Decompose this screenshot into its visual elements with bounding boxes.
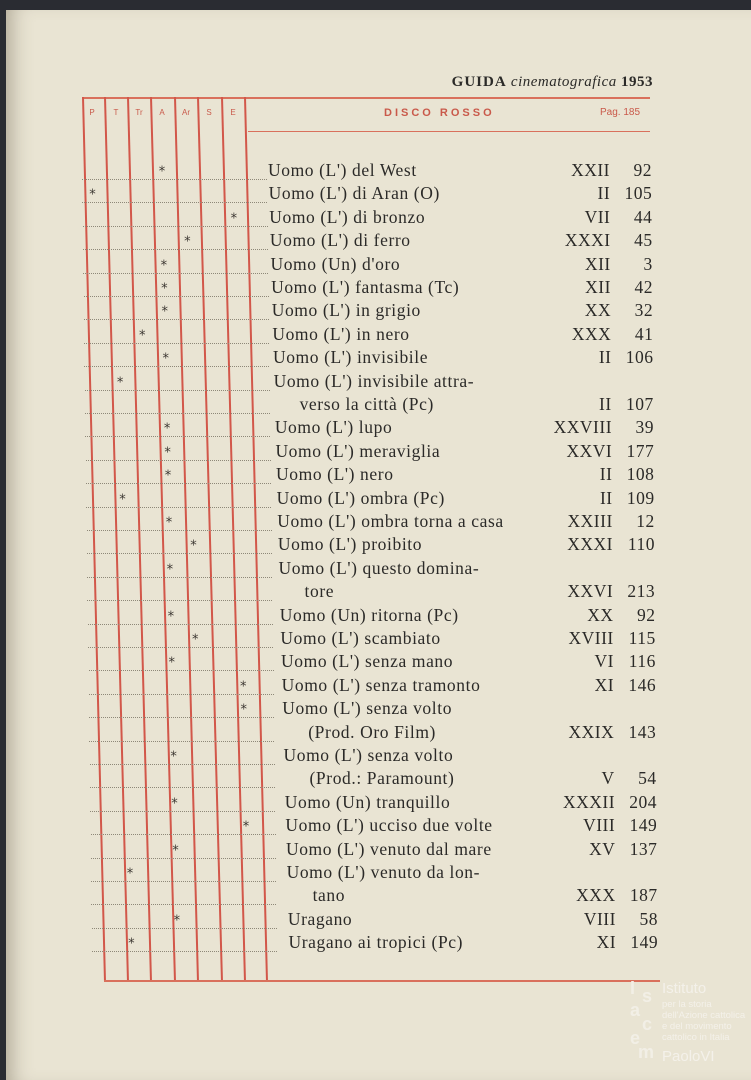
film-title: Uomo (L') in grigio — [271, 300, 421, 321]
column-header: A — [159, 108, 165, 117]
table-page-number: Pag. 185 — [600, 107, 641, 118]
volume-page-reference — [597, 932, 658, 953]
volume-page-reference — [567, 534, 655, 555]
header-year: 1953 — [621, 74, 653, 90]
volume-number: XI — [594, 674, 615, 695]
page-number: 187 — [629, 885, 658, 906]
dotted-leader — [87, 600, 272, 601]
watermark-line: per la storia — [662, 999, 712, 1010]
watermark-title: Istituto — [662, 980, 707, 997]
dotted-leader — [89, 741, 274, 742]
watermark-letter: I — [630, 978, 636, 998]
film-title-continuation: (Prod.: Paramount) — [309, 768, 455, 789]
watermark-line: e del movimento — [662, 1021, 732, 1032]
column-header: Ar — [182, 108, 190, 117]
page-number: 32 — [634, 300, 654, 321]
dotted-leader — [84, 296, 269, 297]
page-number: 41 — [634, 323, 654, 344]
film-title: Uomo (Un) ritorna (Pc) — [279, 604, 459, 625]
film-title: Uomo (L') venuto da lon- — [286, 862, 481, 882]
volume-page-reference — [569, 722, 657, 743]
volume-number: VI — [594, 651, 614, 672]
column-header: Tr — [135, 108, 143, 117]
dotted-leader — [87, 577, 272, 578]
rating-asterisk: * — [240, 702, 247, 718]
dotted-leader — [88, 624, 273, 625]
film-title: Uomo (L') di bronzo — [269, 206, 426, 227]
volume-number: VIII — [583, 815, 616, 836]
rating-asterisk: * — [190, 538, 197, 554]
rating-asterisk: * — [192, 632, 199, 648]
page-number: 109 — [626, 487, 655, 508]
rating-asterisk: * — [139, 328, 146, 344]
volume-number: XXX — [571, 323, 612, 344]
film-title: Uomo (L') fantasma (Tc) — [271, 277, 460, 297]
film-title: Uomo (L') nero — [276, 464, 394, 485]
volume-page-reference — [585, 207, 653, 228]
page-number: 204 — [629, 791, 658, 812]
page-number: 213 — [627, 581, 656, 602]
volume-number: XXIII — [567, 511, 613, 531]
volume-number: XXVI — [566, 440, 613, 461]
volume-page-reference — [585, 254, 653, 275]
film-title: Uomo (L') scambiato — [280, 628, 441, 648]
film-title: Uomo (L') senza volto — [283, 745, 454, 765]
header-cinematografica: cinematografica — [510, 74, 617, 90]
rating-asterisk: * — [119, 492, 126, 508]
rating-asterisk: * — [168, 655, 175, 671]
rating-asterisk: * — [170, 749, 177, 765]
dotted-leader — [89, 717, 274, 718]
film-title: Uomo (Un) tranquillo — [284, 791, 451, 812]
volume-page-reference — [599, 347, 654, 368]
dotted-leader — [89, 670, 274, 671]
volume-number: XXXII — [562, 791, 616, 812]
volume-page-reference — [583, 815, 657, 836]
table-header-rule — [248, 131, 650, 132]
rating-asterisk: * — [230, 211, 238, 227]
page-number: 39 — [635, 417, 655, 438]
volume-page-reference — [587, 605, 655, 626]
film-title: Uomo (L') lupo — [274, 417, 393, 438]
rating-asterisk: * — [89, 187, 96, 203]
film-title: Uomo (L') di ferro — [269, 230, 411, 251]
dotted-leader — [91, 834, 276, 835]
rating-asterisk: * — [172, 843, 179, 859]
rating-asterisk: * — [239, 679, 247, 695]
rating-asterisk: * — [164, 445, 171, 461]
watermark-line: dell'Azione cattolica — [662, 1010, 746, 1021]
volume-page-reference — [584, 909, 658, 930]
rating-asterisk: * — [161, 281, 168, 297]
page-number: 3 — [643, 253, 653, 274]
film-title: Uomo (L') senza tramonto — [281, 674, 481, 695]
volume-page-reference — [599, 394, 654, 415]
column-header: S — [206, 108, 212, 117]
volume-page-reference — [568, 511, 655, 532]
watermark-line: cattolico in Italia — [662, 1032, 730, 1043]
volume-page-reference — [563, 792, 657, 813]
rating-asterisk: * — [163, 421, 171, 437]
rating-asterisk: * — [158, 164, 166, 180]
page-number: 106 — [625, 347, 654, 368]
table-title: DISCO ROSSO — [384, 107, 495, 119]
rating-asterisk: * — [116, 375, 124, 391]
volume-number: XII — [584, 253, 611, 274]
header-guida: GUIDA — [451, 74, 507, 90]
dotted-leader — [89, 694, 274, 695]
dotted-leader — [92, 928, 277, 929]
film-title: Uomo (L') proibito — [277, 534, 423, 555]
film-title: Uomo (L') in nero — [272, 323, 410, 344]
volume-page-reference — [600, 464, 655, 485]
dotted-leader — [86, 460, 271, 461]
dotted-leader — [84, 366, 269, 367]
film-title: Uomo (L') ucciso due volte — [285, 815, 493, 836]
page-number: 116 — [628, 651, 656, 672]
dotted-leader — [86, 507, 271, 508]
table-top-rule — [82, 97, 650, 99]
dotted-leader — [82, 202, 267, 203]
volume-page-reference — [565, 230, 653, 251]
page-number: 92 — [633, 160, 652, 180]
dotted-leader — [84, 343, 269, 344]
page-number: 149 — [630, 932, 659, 953]
volume-number: XXVIII — [553, 417, 613, 438]
volume-page-reference — [594, 651, 655, 672]
dotted-leader — [84, 319, 269, 320]
volume-page-reference — [598, 183, 653, 204]
page-number: 137 — [629, 838, 658, 859]
film-title-continuation: tano — [312, 885, 346, 906]
volume-page-reference — [585, 277, 653, 298]
volume-number: XII — [585, 277, 611, 297]
volume-page-reference — [572, 324, 653, 345]
volume-number: II — [599, 487, 613, 508]
volume-page-reference — [576, 885, 657, 906]
film-title: Uomo (L') meraviglia — [275, 440, 441, 461]
volume-number: XI — [596, 932, 617, 953]
dotted-leader — [83, 273, 268, 274]
column-header: E — [230, 108, 236, 117]
column-header: P — [89, 108, 95, 117]
watermark-paolo: PaoloVI — [662, 1048, 715, 1065]
volume-number: II — [599, 394, 612, 414]
volume-number: XX — [587, 604, 614, 625]
film-title: Uomo (L') di Aran (O) — [268, 183, 440, 204]
watermark-letter: m — [638, 1042, 655, 1062]
page-number: 42 — [634, 277, 653, 297]
dotted-leader — [83, 249, 268, 250]
volume-page-reference — [595, 675, 656, 696]
film-title: Uomo (L') senza mano — [281, 651, 454, 672]
rating-asterisk: * — [167, 609, 175, 625]
column-header: T — [113, 108, 119, 117]
volume-number: II — [599, 464, 613, 485]
dotted-leader — [83, 226, 268, 227]
film-title: Uomo (L') invisibile attra- — [273, 370, 475, 391]
page-number: 143 — [628, 721, 657, 742]
watermark-letter: a — [630, 1000, 641, 1020]
page-header — [452, 74, 653, 91]
page-number: 45 — [634, 230, 653, 251]
volume-page-reference — [571, 160, 652, 181]
table-bottom-rule — [104, 980, 660, 982]
film-title-continuation: (Prod. Oro Film) — [308, 721, 436, 742]
volume-page-reference — [566, 441, 654, 462]
watermark-letter-block — [628, 980, 658, 1064]
dotted-leader — [85, 413, 270, 414]
film-title: Uragano — [287, 908, 353, 929]
volume-page-reference — [600, 488, 655, 509]
film-title-continuation: verso la città (Pc) — [299, 394, 434, 414]
dotted-leader — [90, 787, 275, 788]
dotted-leader — [88, 647, 273, 648]
dotted-leader — [91, 858, 276, 859]
dotted-leader — [85, 390, 270, 391]
page-number: 12 — [636, 511, 655, 531]
rating-asterisk: * — [160, 258, 168, 274]
volume-number: XX — [584, 300, 612, 321]
dotted-leader — [90, 764, 275, 765]
page-number: 146 — [628, 674, 657, 695]
film-title: Uomo (L') questo domina- — [278, 557, 480, 578]
volume-page-reference — [585, 300, 653, 321]
rating-asterisk: * — [126, 866, 134, 882]
dotted-leader — [85, 436, 270, 437]
rating-asterisk: * — [184, 234, 191, 250]
dotted-leader — [82, 179, 267, 180]
volume-number: VIII — [583, 908, 616, 929]
page-number: 115 — [628, 628, 656, 648]
institute-watermark — [628, 980, 746, 1066]
volume-page-reference — [602, 768, 657, 789]
film-title: Uomo (L') senza volto — [282, 698, 453, 719]
film-title: Uomo (L') ombra (Pc) — [276, 487, 445, 508]
dotted-leader — [92, 951, 277, 952]
volume-number: XXXI — [567, 534, 613, 555]
page-number: 44 — [633, 206, 653, 227]
page-number: 92 — [637, 604, 656, 625]
page-number: 108 — [626, 464, 655, 485]
page-number: 110 — [627, 534, 655, 555]
volume-number: II — [598, 347, 612, 368]
volume-page-reference — [567, 581, 655, 602]
dotted-leader — [87, 553, 272, 554]
rating-asterisk: * — [165, 515, 173, 531]
rating-asterisk: * — [161, 304, 169, 320]
rating-asterisk: * — [128, 936, 135, 952]
dotted-leader — [87, 530, 272, 531]
dotted-leader — [90, 811, 275, 812]
rating-asterisk: * — [162, 351, 169, 367]
film-title: Uomo (L') invisibile — [272, 347, 429, 368]
rating-asterisk: * — [166, 562, 174, 578]
page-number: 177 — [626, 440, 655, 461]
volume-page-reference — [568, 628, 655, 649]
page-number: 54 — [638, 768, 657, 789]
rating-asterisk: * — [171, 796, 178, 812]
page-number: 107 — [625, 394, 654, 414]
dotted-leader — [91, 904, 276, 905]
film-title: Uomo (L') del West — [268, 160, 417, 180]
film-title-continuation: tore — [304, 581, 335, 602]
volume-number: XVIII — [568, 628, 614, 648]
volume-number: II — [597, 183, 611, 204]
rating-asterisk: * — [242, 819, 250, 835]
watermark-letter: s — [642, 986, 653, 1006]
rating-asterisk: * — [173, 913, 181, 929]
volume-number: XXX — [576, 885, 616, 906]
rating-asterisk: * — [164, 468, 172, 484]
page-number: 105 — [624, 183, 653, 204]
film-title: Uomo (Un) d'oro — [270, 253, 401, 274]
film-title: Uragano ai tropici (Pc) — [288, 932, 464, 953]
watermark-letter: c — [642, 1014, 653, 1034]
film-title: Uomo (L') ombra torna a casa — [277, 511, 504, 531]
volume-number: XXII — [571, 160, 610, 180]
volume-number: XXXI — [564, 230, 611, 251]
volume-number: XXIX — [568, 721, 615, 742]
film-title: Uomo (L') venuto dal mare — [285, 838, 492, 859]
volume-number: XV — [589, 838, 616, 859]
page-number: 149 — [629, 815, 658, 836]
volume-number: V — [601, 768, 615, 789]
page-number: 58 — [639, 908, 658, 929]
volume-page-reference — [589, 839, 657, 860]
dotted-leader — [91, 881, 276, 882]
dotted-leader — [86, 483, 271, 484]
volume-page-reference — [554, 417, 654, 438]
volume-number: VII — [584, 206, 611, 227]
watermark-letter: e — [630, 1028, 641, 1048]
volume-number: XXVI — [567, 581, 614, 602]
